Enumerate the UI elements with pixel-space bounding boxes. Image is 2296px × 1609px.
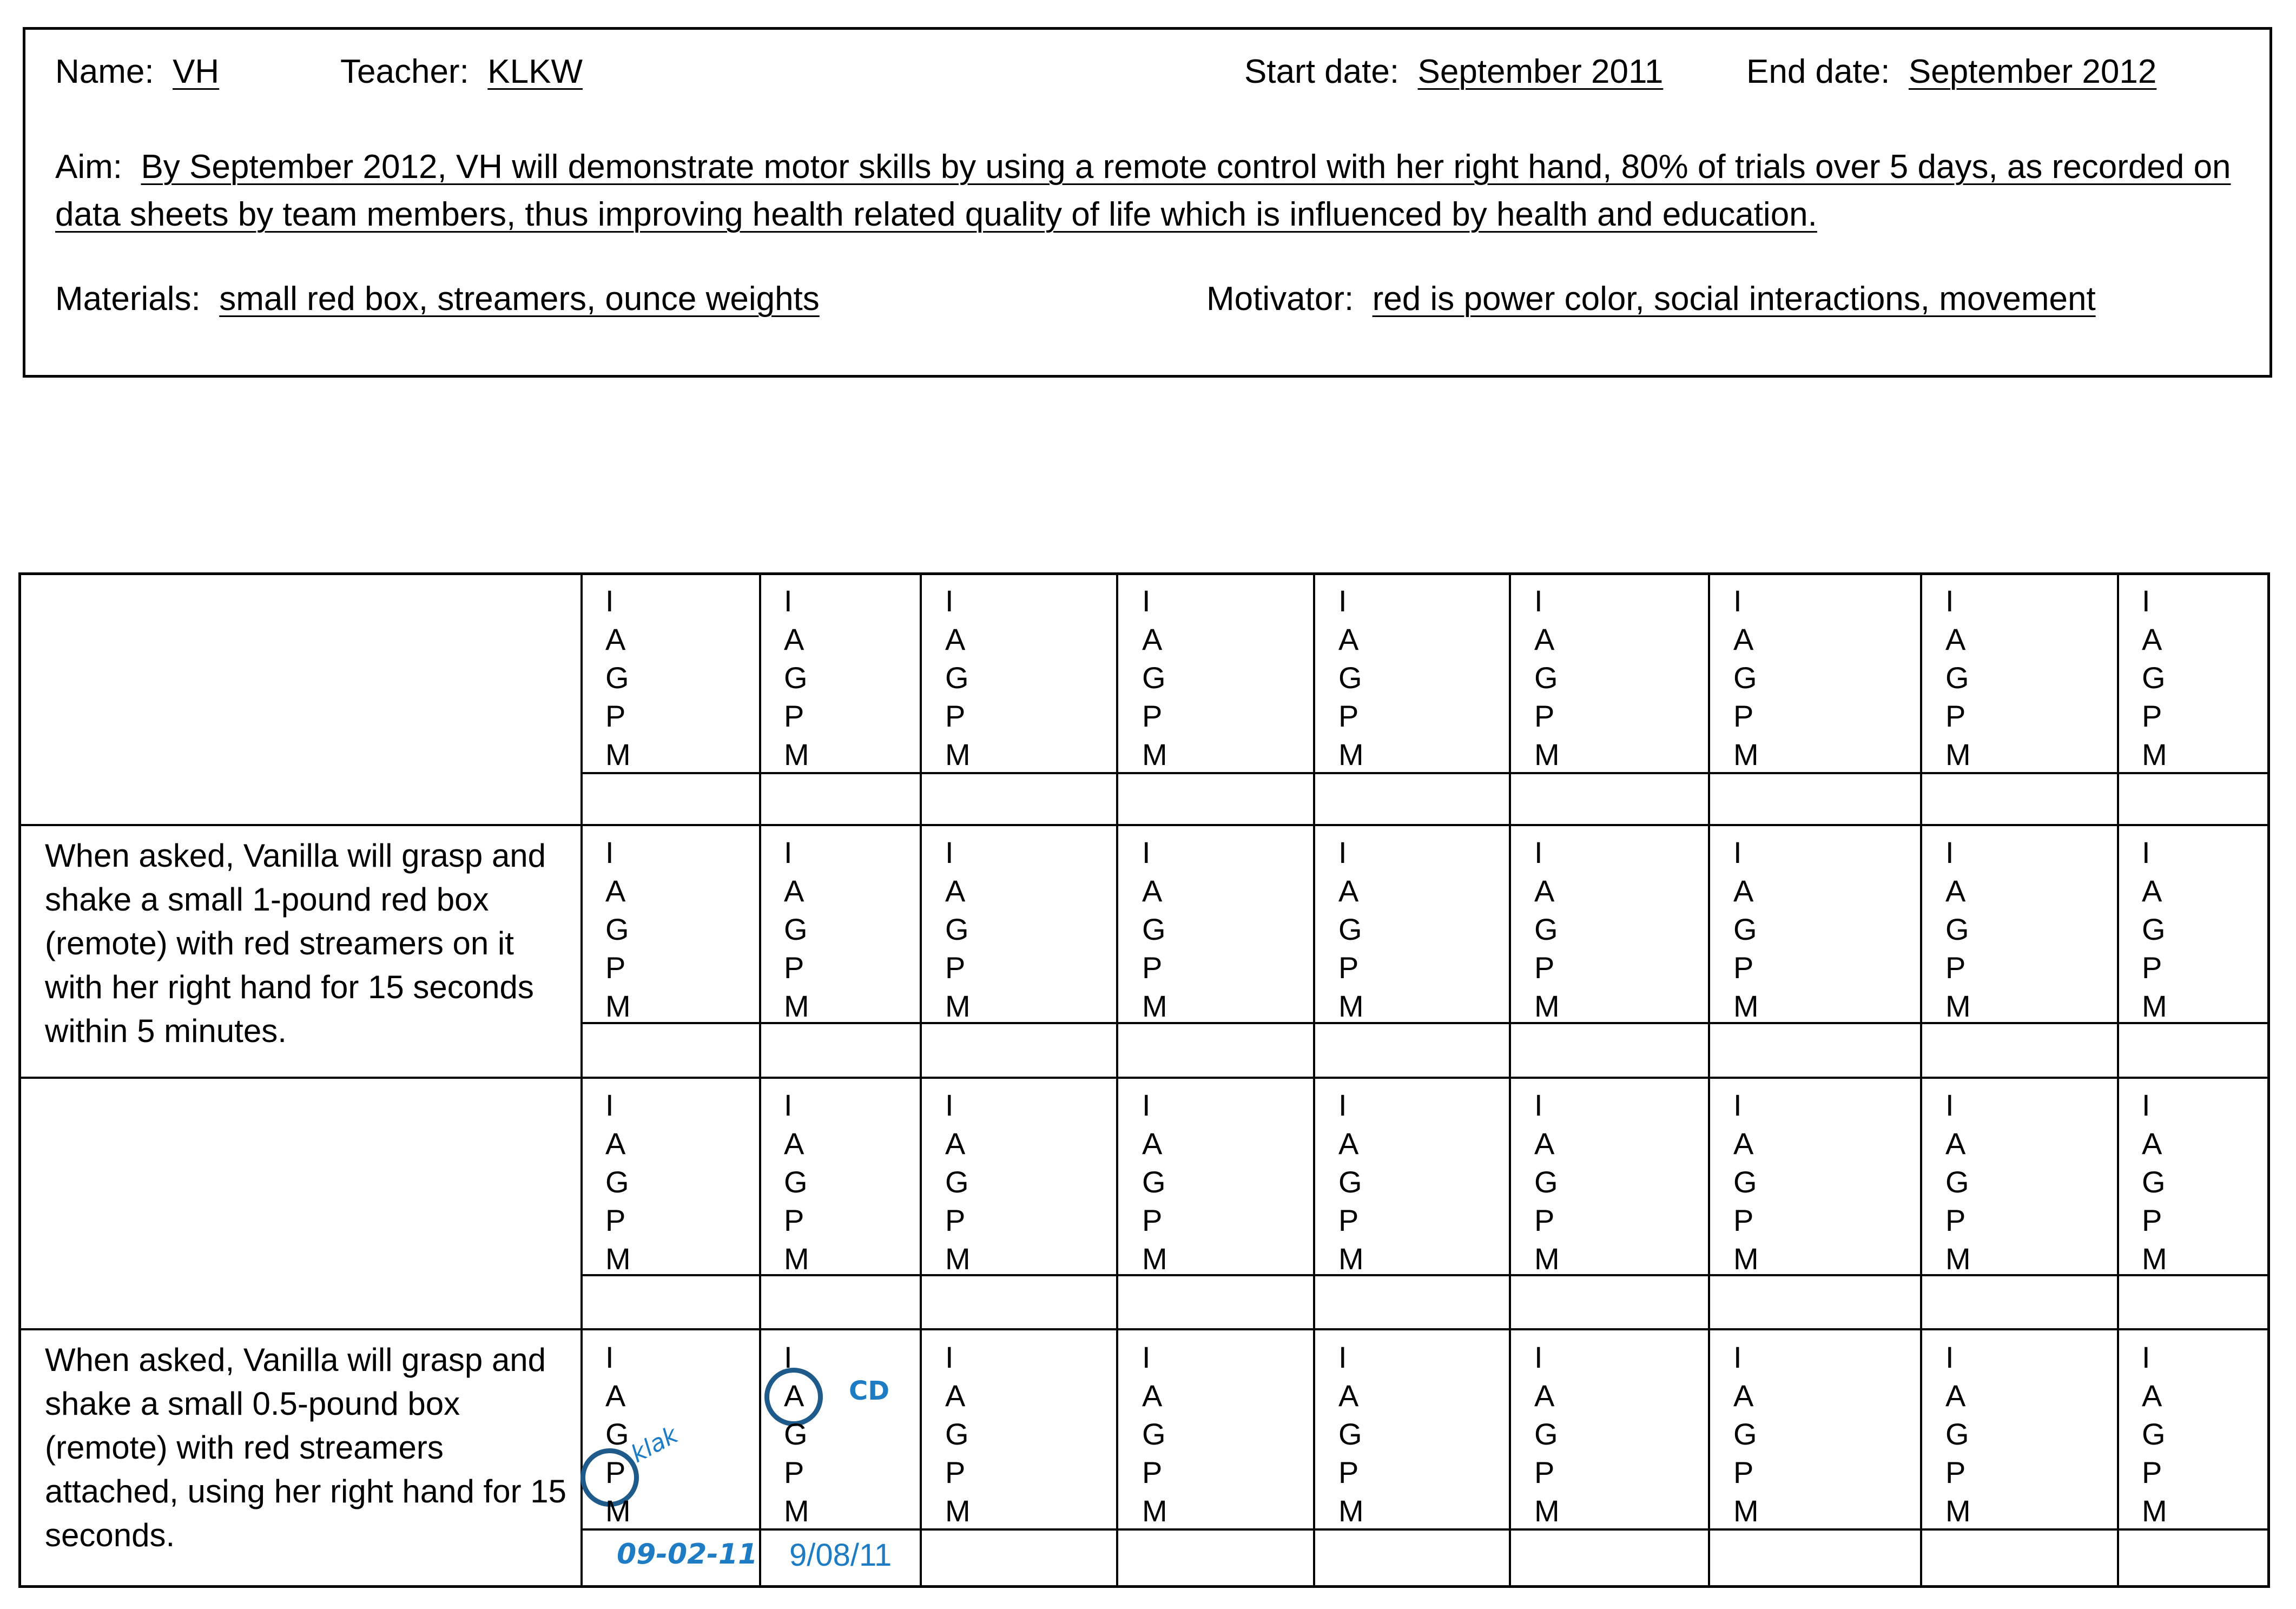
prompt-level-p[interactable]: P bbox=[1534, 699, 1555, 733]
prompt-level-p[interactable]: P bbox=[605, 951, 626, 985]
prompt-level-a[interactable]: A bbox=[605, 874, 626, 908]
prompt-level-i[interactable]: I bbox=[1534, 584, 1543, 618]
prompt-level-stack bbox=[1142, 833, 1185, 1025]
prompt-level-stack bbox=[1338, 1338, 1382, 1530]
prompt-level-stack bbox=[784, 1338, 827, 1530]
name-label: Name: bbox=[55, 53, 154, 90]
prompt-level-m[interactable]: M bbox=[1534, 1494, 1560, 1528]
row-divider bbox=[21, 1328, 2267, 1330]
prompt-level-g[interactable]: G bbox=[1733, 1165, 1757, 1199]
prompt-level-a[interactable]: A bbox=[2142, 874, 2162, 908]
student-name-line bbox=[55, 55, 219, 89]
prompt-level-m[interactable]: M bbox=[1945, 1494, 1971, 1528]
prompt-level-a[interactable]: A bbox=[1338, 874, 1359, 908]
prompt-level-a[interactable]: A bbox=[1733, 1379, 1754, 1413]
prompt-level-p[interactable]: P bbox=[784, 1203, 804, 1237]
prompt-level-a[interactable]: A bbox=[1142, 1379, 1163, 1413]
prompt-level-m[interactable]: M bbox=[2142, 1494, 2167, 1528]
prompt-level-a[interactable]: A bbox=[1338, 1379, 1359, 1413]
prompt-level-i[interactable]: I bbox=[2142, 1340, 2150, 1374]
prompt-level-g[interactable]: G bbox=[784, 1165, 808, 1199]
prompt-level-i[interactable]: I bbox=[2142, 584, 2150, 618]
prompt-level-stack bbox=[1733, 1086, 1777, 1278]
prompt-level-g[interactable]: G bbox=[1945, 1417, 1969, 1451]
prompt-level-i[interactable]: I bbox=[605, 835, 614, 869]
prompt-level-i[interactable]: I bbox=[1142, 584, 1151, 618]
prompt-level-i[interactable]: I bbox=[1338, 1088, 1347, 1122]
prompt-level-m[interactable]: M bbox=[1338, 1494, 1364, 1528]
prompt-level-p[interactable]: P bbox=[1733, 699, 1754, 733]
prompt-level-p[interactable]: P bbox=[1945, 1203, 1966, 1237]
prompt-level-p[interactable]: P bbox=[1338, 1203, 1359, 1237]
prompt-level-stack bbox=[784, 1086, 827, 1278]
prompt-level-i[interactable]: I bbox=[605, 1340, 614, 1374]
prompt-level-m[interactable]: M bbox=[945, 737, 971, 771]
prompt-level-i[interactable]: I bbox=[1945, 1340, 1954, 1374]
prompt-level-m[interactable]: M bbox=[2142, 737, 2167, 771]
prompt-level-p[interactable]: P bbox=[1142, 699, 1163, 733]
prompt-level-g[interactable]: G bbox=[1142, 661, 1166, 695]
prompt-level-m[interactable]: M bbox=[1338, 737, 1364, 771]
start-date-value: September 2011 bbox=[1417, 53, 1664, 90]
prompt-level-g[interactable]: G bbox=[784, 661, 808, 695]
prompt-level-i[interactable]: I bbox=[1945, 835, 1954, 869]
prompt-level-p[interactable]: P bbox=[605, 699, 626, 733]
prompt-level-p[interactable]: P bbox=[945, 1203, 966, 1237]
start-date-label: Start date: bbox=[1244, 53, 1400, 90]
prompt-level-a[interactable]: A bbox=[605, 1126, 626, 1160]
prompt-level-stack bbox=[605, 833, 649, 1025]
column-divider bbox=[1116, 575, 1118, 1585]
prompt-level-m[interactable]: M bbox=[784, 1494, 809, 1528]
prompt-level-i[interactable]: I bbox=[605, 1088, 614, 1122]
date-row-divider bbox=[583, 1274, 2267, 1276]
teacher-label: Teacher: bbox=[340, 53, 469, 90]
prompt-level-g[interactable]: G bbox=[605, 912, 629, 946]
prompt-level-a[interactable]: A bbox=[1142, 874, 1163, 908]
prompt-level-p[interactable]: P bbox=[1534, 1203, 1555, 1237]
prompt-level-g[interactable]: G bbox=[1733, 661, 1757, 695]
prompt-level-i[interactable]: I bbox=[1142, 1088, 1151, 1122]
prompt-level-a[interactable]: A bbox=[784, 874, 804, 908]
prompt-level-g[interactable]: G bbox=[605, 1165, 629, 1199]
prompt-level-g[interactable]: G bbox=[605, 1417, 629, 1451]
prompt-level-a[interactable]: A bbox=[945, 622, 966, 656]
handwritten-date: 09-02-11 bbox=[617, 1538, 758, 1571]
prompt-level-m[interactable]: M bbox=[1733, 1494, 1759, 1528]
start-date-line bbox=[1244, 55, 1663, 89]
prompt-level-stack bbox=[945, 1086, 988, 1278]
prompt-level-p[interactable]: P bbox=[945, 951, 966, 985]
prompt-level-a[interactable]: A bbox=[605, 622, 626, 656]
prompt-level-p[interactable]: P bbox=[2142, 699, 2162, 733]
prompt-level-a[interactable]: A bbox=[1733, 622, 1754, 656]
prompt-level-stack bbox=[1733, 1338, 1777, 1530]
prompt-level-p[interactable]: P bbox=[1534, 1455, 1555, 1489]
prompt-level-stack bbox=[1945, 1086, 1989, 1278]
materials-label: Materials: bbox=[55, 280, 201, 318]
prompt-level-a[interactable]: A bbox=[1945, 1126, 1966, 1160]
prompt-level-m[interactable]: M bbox=[1338, 1242, 1364, 1276]
prompt-level-g[interactable]: G bbox=[1534, 661, 1558, 695]
prompt-level-i[interactable]: I bbox=[1338, 1340, 1347, 1374]
prompt-level-stack bbox=[1534, 582, 1578, 774]
prompt-level-m[interactable]: M bbox=[784, 989, 809, 1023]
task-description-row-4: When asked, Vanilla will grasp and shake a small 0.5-pound box (remote) with red streamers attached, using her right hand for 15 seconds. bbox=[45, 1342, 566, 1553]
column-divider bbox=[1708, 575, 1710, 1585]
prompt-level-p[interactable]: P bbox=[2142, 1455, 2162, 1489]
prompt-level-g[interactable]: G bbox=[1338, 1417, 1362, 1451]
prompt-level-g[interactable]: G bbox=[784, 1417, 808, 1451]
prompt-level-g[interactable]: G bbox=[1534, 1165, 1558, 1199]
prompt-level-g[interactable]: G bbox=[1338, 912, 1362, 946]
prompt-level-g[interactable]: G bbox=[945, 1165, 969, 1199]
prompt-level-a[interactable]: A bbox=[2142, 622, 2162, 656]
column-divider bbox=[1509, 575, 1511, 1585]
end-date-label: End date: bbox=[1746, 53, 1890, 90]
prompt-level-g[interactable]: G bbox=[1534, 1417, 1558, 1451]
prompt-level-p[interactable]: P bbox=[784, 699, 804, 733]
prompt-level-a[interactable]: A bbox=[1534, 622, 1555, 656]
prompt-level-p[interactable]: P bbox=[2142, 1203, 2162, 1237]
prompt-level-i[interactable]: I bbox=[945, 584, 954, 618]
prompt-level-stack bbox=[1142, 1086, 1185, 1278]
prompt-level-p[interactable]: P bbox=[1945, 951, 1966, 985]
prompt-level-stack bbox=[605, 1338, 649, 1530]
prompt-level-i[interactable]: I bbox=[784, 1088, 793, 1122]
prompt-level-stack bbox=[2142, 1338, 2185, 1530]
prompt-level-a[interactable]: A bbox=[1534, 1379, 1555, 1413]
prompt-level-stack bbox=[2142, 1086, 2185, 1278]
prompt-level-p[interactable]: P bbox=[1534, 951, 1555, 985]
task-description-row-2: When asked, Vanilla will grasp and shake a small 1-pound red box (remote) with red streamers on it with her right hand for 15 seconds within 5 minutes. bbox=[45, 838, 546, 1049]
prompt-level-g[interactable]: G bbox=[1733, 912, 1757, 946]
teacher-value: KLKW bbox=[487, 53, 583, 90]
prompt-level-m[interactable]: M bbox=[1534, 1242, 1560, 1276]
prompt-level-g[interactable]: G bbox=[1142, 912, 1166, 946]
prompt-level-p[interactable]: P bbox=[945, 1455, 966, 1489]
prompt-level-stack bbox=[605, 1086, 649, 1278]
prompt-level-m[interactable]: M bbox=[605, 1494, 631, 1528]
prompt-level-m[interactable]: M bbox=[1733, 1242, 1759, 1276]
prompt-level-m[interactable]: M bbox=[1733, 989, 1759, 1023]
prompt-level-m[interactable]: M bbox=[1142, 989, 1167, 1023]
prompt-level-p[interactable]: P bbox=[784, 951, 804, 985]
prompt-level-i[interactable]: I bbox=[784, 835, 793, 869]
prompt-level-g[interactable]: G bbox=[945, 1417, 969, 1451]
prompt-level-g[interactable]: G bbox=[945, 912, 969, 946]
prompt-level-a[interactable]: A bbox=[945, 1379, 966, 1413]
prompt-level-p[interactable]: P bbox=[1338, 699, 1359, 733]
prompt-level-m[interactable]: M bbox=[1945, 1242, 1971, 1276]
prompt-level-stack bbox=[945, 833, 988, 1025]
prompt-level-g[interactable]: G bbox=[1945, 912, 1969, 946]
prompt-level-m[interactable]: M bbox=[1534, 737, 1560, 771]
prompt-level-stack bbox=[2142, 582, 2185, 774]
teacher-line bbox=[340, 55, 583, 89]
prompt-level-p[interactable]: P bbox=[605, 1455, 626, 1489]
prompt-level-a[interactable]: A bbox=[1142, 1126, 1163, 1160]
column-divider bbox=[759, 575, 761, 1585]
prompt-level-g[interactable]: G bbox=[1945, 1165, 1969, 1199]
prompt-level-m[interactable]: M bbox=[945, 1242, 971, 1276]
prompt-level-m[interactable]: M bbox=[605, 989, 631, 1023]
column-divider bbox=[1920, 575, 1922, 1585]
prompt-level-p[interactable]: P bbox=[1338, 951, 1359, 985]
prompt-level-a[interactable]: A bbox=[1945, 1379, 1966, 1413]
prompt-level-p[interactable]: P bbox=[1142, 1455, 1163, 1489]
prompt-level-g[interactable]: G bbox=[1338, 661, 1362, 695]
prompt-level-stack bbox=[1534, 833, 1578, 1025]
prompt-level-m[interactable]: M bbox=[605, 1242, 631, 1276]
prompt-level-stack bbox=[1945, 1338, 1989, 1530]
prompt-level-g[interactable]: G bbox=[2142, 912, 2166, 946]
prompt-level-stack bbox=[1534, 1086, 1578, 1278]
prompt-level-m[interactable]: M bbox=[784, 737, 809, 771]
row-divider bbox=[21, 1077, 2267, 1079]
prompt-level-m[interactable]: M bbox=[605, 737, 631, 771]
date-row-divider bbox=[583, 772, 2267, 774]
prompt-level-m[interactable]: M bbox=[945, 1494, 971, 1528]
prompt-level-g[interactable]: G bbox=[1142, 1165, 1166, 1199]
prompt-level-p[interactable]: P bbox=[1945, 1455, 1966, 1489]
column-divider bbox=[2117, 575, 2119, 1585]
motivator-label: Motivator: bbox=[1206, 280, 1354, 318]
trial-data-grid bbox=[18, 572, 2270, 1588]
prompt-level-m[interactable]: M bbox=[1142, 1494, 1167, 1528]
prompt-level-i[interactable]: I bbox=[1534, 835, 1543, 869]
prompt-level-m[interactable]: M bbox=[1733, 737, 1759, 771]
prompt-level-p[interactable]: P bbox=[1338, 1455, 1359, 1489]
date-row-divider bbox=[583, 1528, 2267, 1531]
handwritten-initials: CD bbox=[849, 1376, 890, 1406]
prompt-level-stack bbox=[1534, 1338, 1578, 1530]
prompt-level-i[interactable]: I bbox=[1733, 584, 1742, 618]
prompt-level-i[interactable]: I bbox=[945, 835, 954, 869]
prompt-level-a[interactable]: A bbox=[784, 1379, 804, 1413]
prompt-level-i[interactable]: I bbox=[784, 1340, 793, 1374]
prompt-level-a[interactable]: A bbox=[945, 1126, 966, 1160]
materials-value: small red box, streamers, ounce weights bbox=[219, 280, 820, 318]
prompt-level-a[interactable]: A bbox=[1945, 622, 1966, 656]
prompt-level-a[interactable]: A bbox=[784, 1126, 804, 1160]
prompt-level-g[interactable]: G bbox=[1945, 661, 1969, 695]
prompt-level-m[interactable]: M bbox=[1945, 737, 1971, 771]
prompt-level-m[interactable]: M bbox=[2142, 989, 2167, 1023]
aim-label: Aim: bbox=[55, 148, 122, 186]
prompt-level-m[interactable]: M bbox=[1338, 989, 1364, 1023]
prompt-level-g[interactable]: G bbox=[2142, 661, 2166, 695]
prompt-level-stack bbox=[1338, 582, 1382, 774]
prompt-level-m[interactable]: M bbox=[2142, 1242, 2167, 1276]
prompt-level-i[interactable]: I bbox=[1142, 1340, 1151, 1374]
prompt-level-a[interactable]: A bbox=[1534, 1126, 1555, 1160]
prompt-level-a[interactable]: A bbox=[1733, 874, 1754, 908]
prompt-level-a[interactable]: A bbox=[1534, 874, 1555, 908]
column-divider bbox=[1313, 575, 1315, 1585]
prompt-level-stack bbox=[1338, 833, 1382, 1025]
prompt-level-p[interactable]: P bbox=[1733, 951, 1754, 985]
prompt-level-stack bbox=[784, 582, 827, 774]
prompt-level-p[interactable]: P bbox=[1142, 951, 1163, 985]
column-divider bbox=[920, 575, 922, 1585]
handwritten-date: 9/08/11 bbox=[789, 1538, 892, 1573]
prompt-level-i[interactable]: I bbox=[1945, 1088, 1954, 1122]
prompt-level-stack bbox=[1733, 582, 1777, 774]
prompt-level-m[interactable]: M bbox=[1142, 1242, 1167, 1276]
prompt-level-p[interactable]: P bbox=[2142, 951, 2162, 985]
prompt-level-stack bbox=[2142, 833, 2185, 1025]
prompt-level-p[interactable]: P bbox=[1733, 1455, 1754, 1489]
prompt-level-stack bbox=[1142, 582, 1185, 774]
end-date-value: September 2012 bbox=[1908, 53, 2157, 90]
prompt-level-p[interactable]: P bbox=[1945, 699, 1966, 733]
prompt-level-i[interactable]: I bbox=[1945, 584, 1954, 618]
prompt-level-g[interactable]: G bbox=[1733, 1417, 1757, 1451]
prompt-level-p[interactable]: P bbox=[1733, 1203, 1754, 1237]
prompt-level-m[interactable]: M bbox=[1945, 989, 1971, 1023]
prompt-level-a[interactable]: A bbox=[1338, 1126, 1359, 1160]
aim-statement bbox=[55, 143, 2252, 239]
prompt-level-stack bbox=[1733, 833, 1777, 1025]
prompt-level-g[interactable]: G bbox=[1142, 1417, 1166, 1451]
prompt-level-stack bbox=[1945, 833, 1989, 1025]
prompt-level-g[interactable]: G bbox=[1534, 912, 1558, 946]
prompt-level-a[interactable]: A bbox=[1945, 874, 1966, 908]
prompt-level-stack bbox=[945, 1338, 988, 1530]
date-row-divider bbox=[583, 1022, 2267, 1024]
prompt-level-i[interactable]: I bbox=[784, 584, 793, 618]
prompt-level-a[interactable]: A bbox=[1338, 622, 1359, 656]
materials-line bbox=[55, 282, 820, 316]
column-divider bbox=[580, 575, 583, 1585]
prompt-level-i[interactable]: I bbox=[2142, 835, 2150, 869]
prompt-level-p[interactable]: P bbox=[1142, 1203, 1163, 1237]
prompt-level-i[interactable]: I bbox=[1338, 584, 1347, 618]
row-divider bbox=[21, 824, 2267, 826]
prompt-level-p[interactable]: P bbox=[945, 699, 966, 733]
prompt-level-i[interactable]: I bbox=[1733, 1340, 1742, 1374]
prompt-level-stack bbox=[1945, 582, 1989, 774]
prompt-level-i[interactable]: I bbox=[1733, 835, 1742, 869]
motivator-line bbox=[1206, 282, 2096, 316]
prompt-level-stack bbox=[945, 582, 988, 774]
prompt-level-i[interactable]: I bbox=[1733, 1088, 1742, 1122]
prompt-level-g[interactable]: G bbox=[2142, 1417, 2166, 1451]
prompt-level-i[interactable]: I bbox=[1338, 835, 1347, 869]
prompt-level-m[interactable]: M bbox=[784, 1242, 809, 1276]
prompt-level-stack bbox=[1142, 1338, 1185, 1530]
prompt-level-g[interactable]: G bbox=[945, 661, 969, 695]
prompt-level-m[interactable]: M bbox=[945, 989, 971, 1023]
prompt-level-p[interactable]: P bbox=[784, 1455, 804, 1489]
prompt-level-a[interactable]: A bbox=[784, 622, 804, 656]
prompt-level-stack bbox=[1338, 1086, 1382, 1278]
prompt-level-a[interactable]: A bbox=[605, 1379, 626, 1413]
prompt-level-g[interactable]: G bbox=[605, 661, 629, 695]
prompt-level-stack bbox=[605, 582, 649, 774]
prompt-level-stack bbox=[784, 833, 827, 1025]
prompt-level-i[interactable]: I bbox=[945, 1340, 954, 1374]
prompt-level-p[interactable]: P bbox=[605, 1203, 626, 1237]
motivator-value: red is power color, social interactions, movement bbox=[1372, 280, 2096, 318]
prompt-level-m[interactable]: M bbox=[1142, 737, 1167, 771]
goal-header-box bbox=[23, 27, 2272, 378]
name-value: VH bbox=[173, 53, 220, 90]
prompt-level-i[interactable]: I bbox=[945, 1088, 954, 1122]
prompt-level-i[interactable]: I bbox=[1534, 1088, 1543, 1122]
prompt-level-g[interactable]: G bbox=[784, 912, 808, 946]
prompt-level-i[interactable]: I bbox=[1142, 835, 1151, 869]
prompt-level-g[interactable]: G bbox=[1338, 1165, 1362, 1199]
prompt-level-g[interactable]: G bbox=[2142, 1165, 2166, 1199]
prompt-level-a[interactable]: A bbox=[1733, 1126, 1754, 1160]
prompt-level-a[interactable]: A bbox=[2142, 1379, 2162, 1413]
prompt-level-i[interactable]: I bbox=[2142, 1088, 2150, 1122]
prompt-level-i[interactable]: I bbox=[605, 584, 614, 618]
prompt-level-i[interactable]: I bbox=[1534, 1340, 1543, 1374]
prompt-level-a[interactable]: A bbox=[2142, 1126, 2162, 1160]
aim-value: By September 2012, VH will demonstrate motor skills by using a remote control with her right hand, 80% of trials over 5 days, as recorded on data sheets by team members, thus improving health related quality of life which is influenced by health and education. bbox=[55, 148, 2231, 233]
prompt-level-a[interactable]: A bbox=[1142, 622, 1163, 656]
prompt-level-m[interactable]: M bbox=[1534, 989, 1560, 1023]
end-date-line bbox=[1746, 55, 2156, 89]
handwritten-initials: klak bbox=[626, 1421, 683, 1468]
prompt-level-a[interactable]: A bbox=[945, 874, 966, 908]
